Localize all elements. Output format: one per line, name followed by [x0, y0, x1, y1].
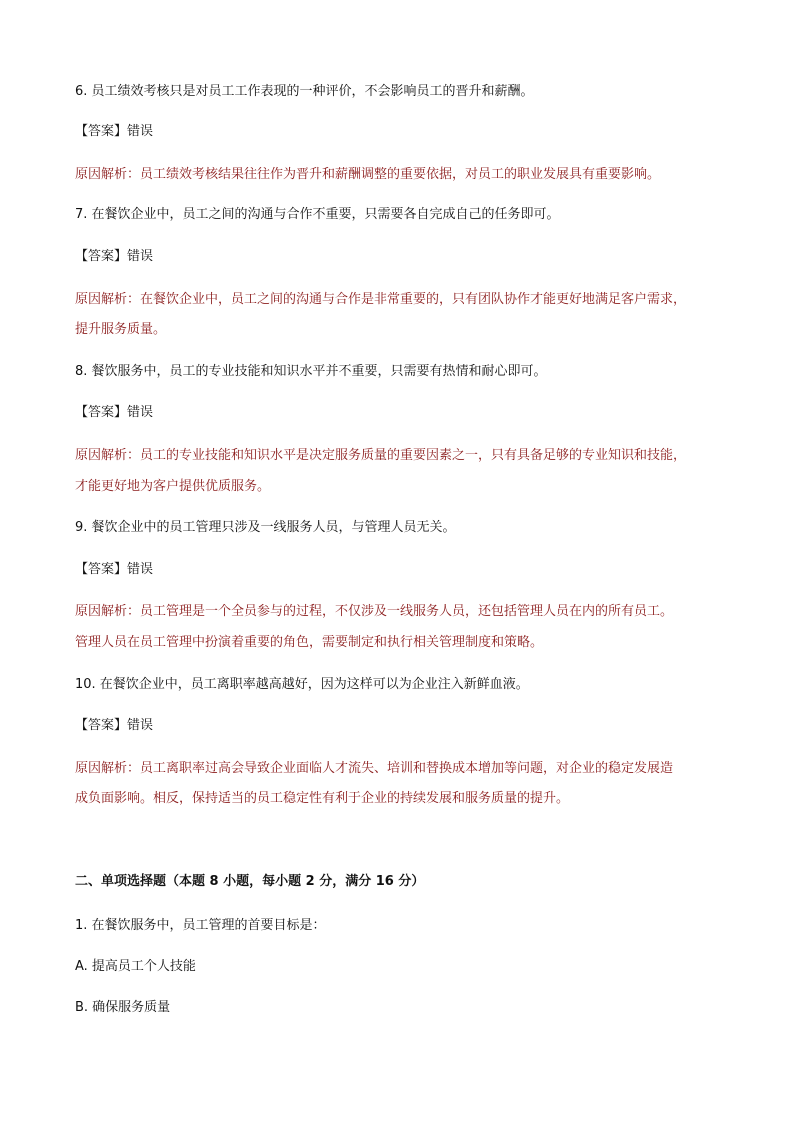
analysis-10-line-2: 成负面影响。相反，保持适当的员工稳定性有利于企业的持续发展和服务质量的提升。	[75, 791, 570, 806]
analysis-8-line-2: 才能更好地为客户提供优质服务。	[75, 479, 271, 494]
analysis-9-line-2: 管理人员在员工管理中扮演着重要的角色，需要制定和执行相关管理制度和策略。	[75, 635, 544, 650]
section-heading: 二、单项选择题（本题 8 小题，每小题 2 分，满分 16 分）	[75, 874, 425, 889]
answer-6: 【答案】错误	[75, 124, 154, 139]
analysis-7-line-1: 原因解析：在餐饮企业中，员工之间的沟通与合作是非常重要的，只有团队协作才能更好地满足客户需求，	[75, 292, 687, 307]
analysis-7-line-2: 提升服务质量。	[75, 322, 167, 337]
question-7: 7. 在餐饮企业中，员工之间的沟通与合作不重要，只需要各自完成自己的任务即可。	[75, 207, 560, 222]
option-b: B. 确保服务质量	[75, 1000, 171, 1015]
analysis-8-line-1: 原因解析：员工的专业技能和知识水平是决定服务质量的重要因素之一，只有具备足够的专业知识和技能，	[75, 448, 687, 463]
answer-9: 【答案】错误	[75, 562, 154, 577]
question-8: 8. 餐饮服务中，员工的专业技能和知识水平并不重要，只需要有热情和耐心即可。	[75, 364, 547, 379]
answer-8: 【答案】错误	[75, 405, 154, 420]
question-9: 9. 餐饮企业中的员工管理只涉及一线服务人员，与管理人员无关。	[75, 520, 456, 535]
mc-question-1: 1. 在餐饮服务中，员工管理的首要目标是：	[75, 918, 326, 933]
analysis-6-line-1: 原因解析：员工绩效考核结果往往作为晋升和薪酬调整的重要依据，对员工的职业发展具有重要影响。	[75, 167, 661, 182]
analysis-9-line-1: 原因解析：员工管理是一个全员参与的过程，不仅涉及一线服务人员，还包括管理人员在内的所有员工。	[75, 604, 674, 619]
question-10: 10. 在餐饮企业中，员工离职率越高越好，因为这样可以为企业注入新鲜血液。	[75, 677, 529, 692]
question-6: 6. 员工绩效考核只是对员工工作表现的一种评价，不会影响员工的晋升和薪酬。	[75, 84, 534, 99]
answer-7: 【答案】错误	[75, 249, 154, 264]
analysis-10-line-1: 原因解析：员工离职率过高会导致企业面临人才流失、培训和替换成本增加等问题，对企业的稳定发展造	[75, 761, 674, 776]
option-a: A. 提高员工个人技能	[75, 959, 196, 974]
answer-10: 【答案】错误	[75, 718, 154, 733]
